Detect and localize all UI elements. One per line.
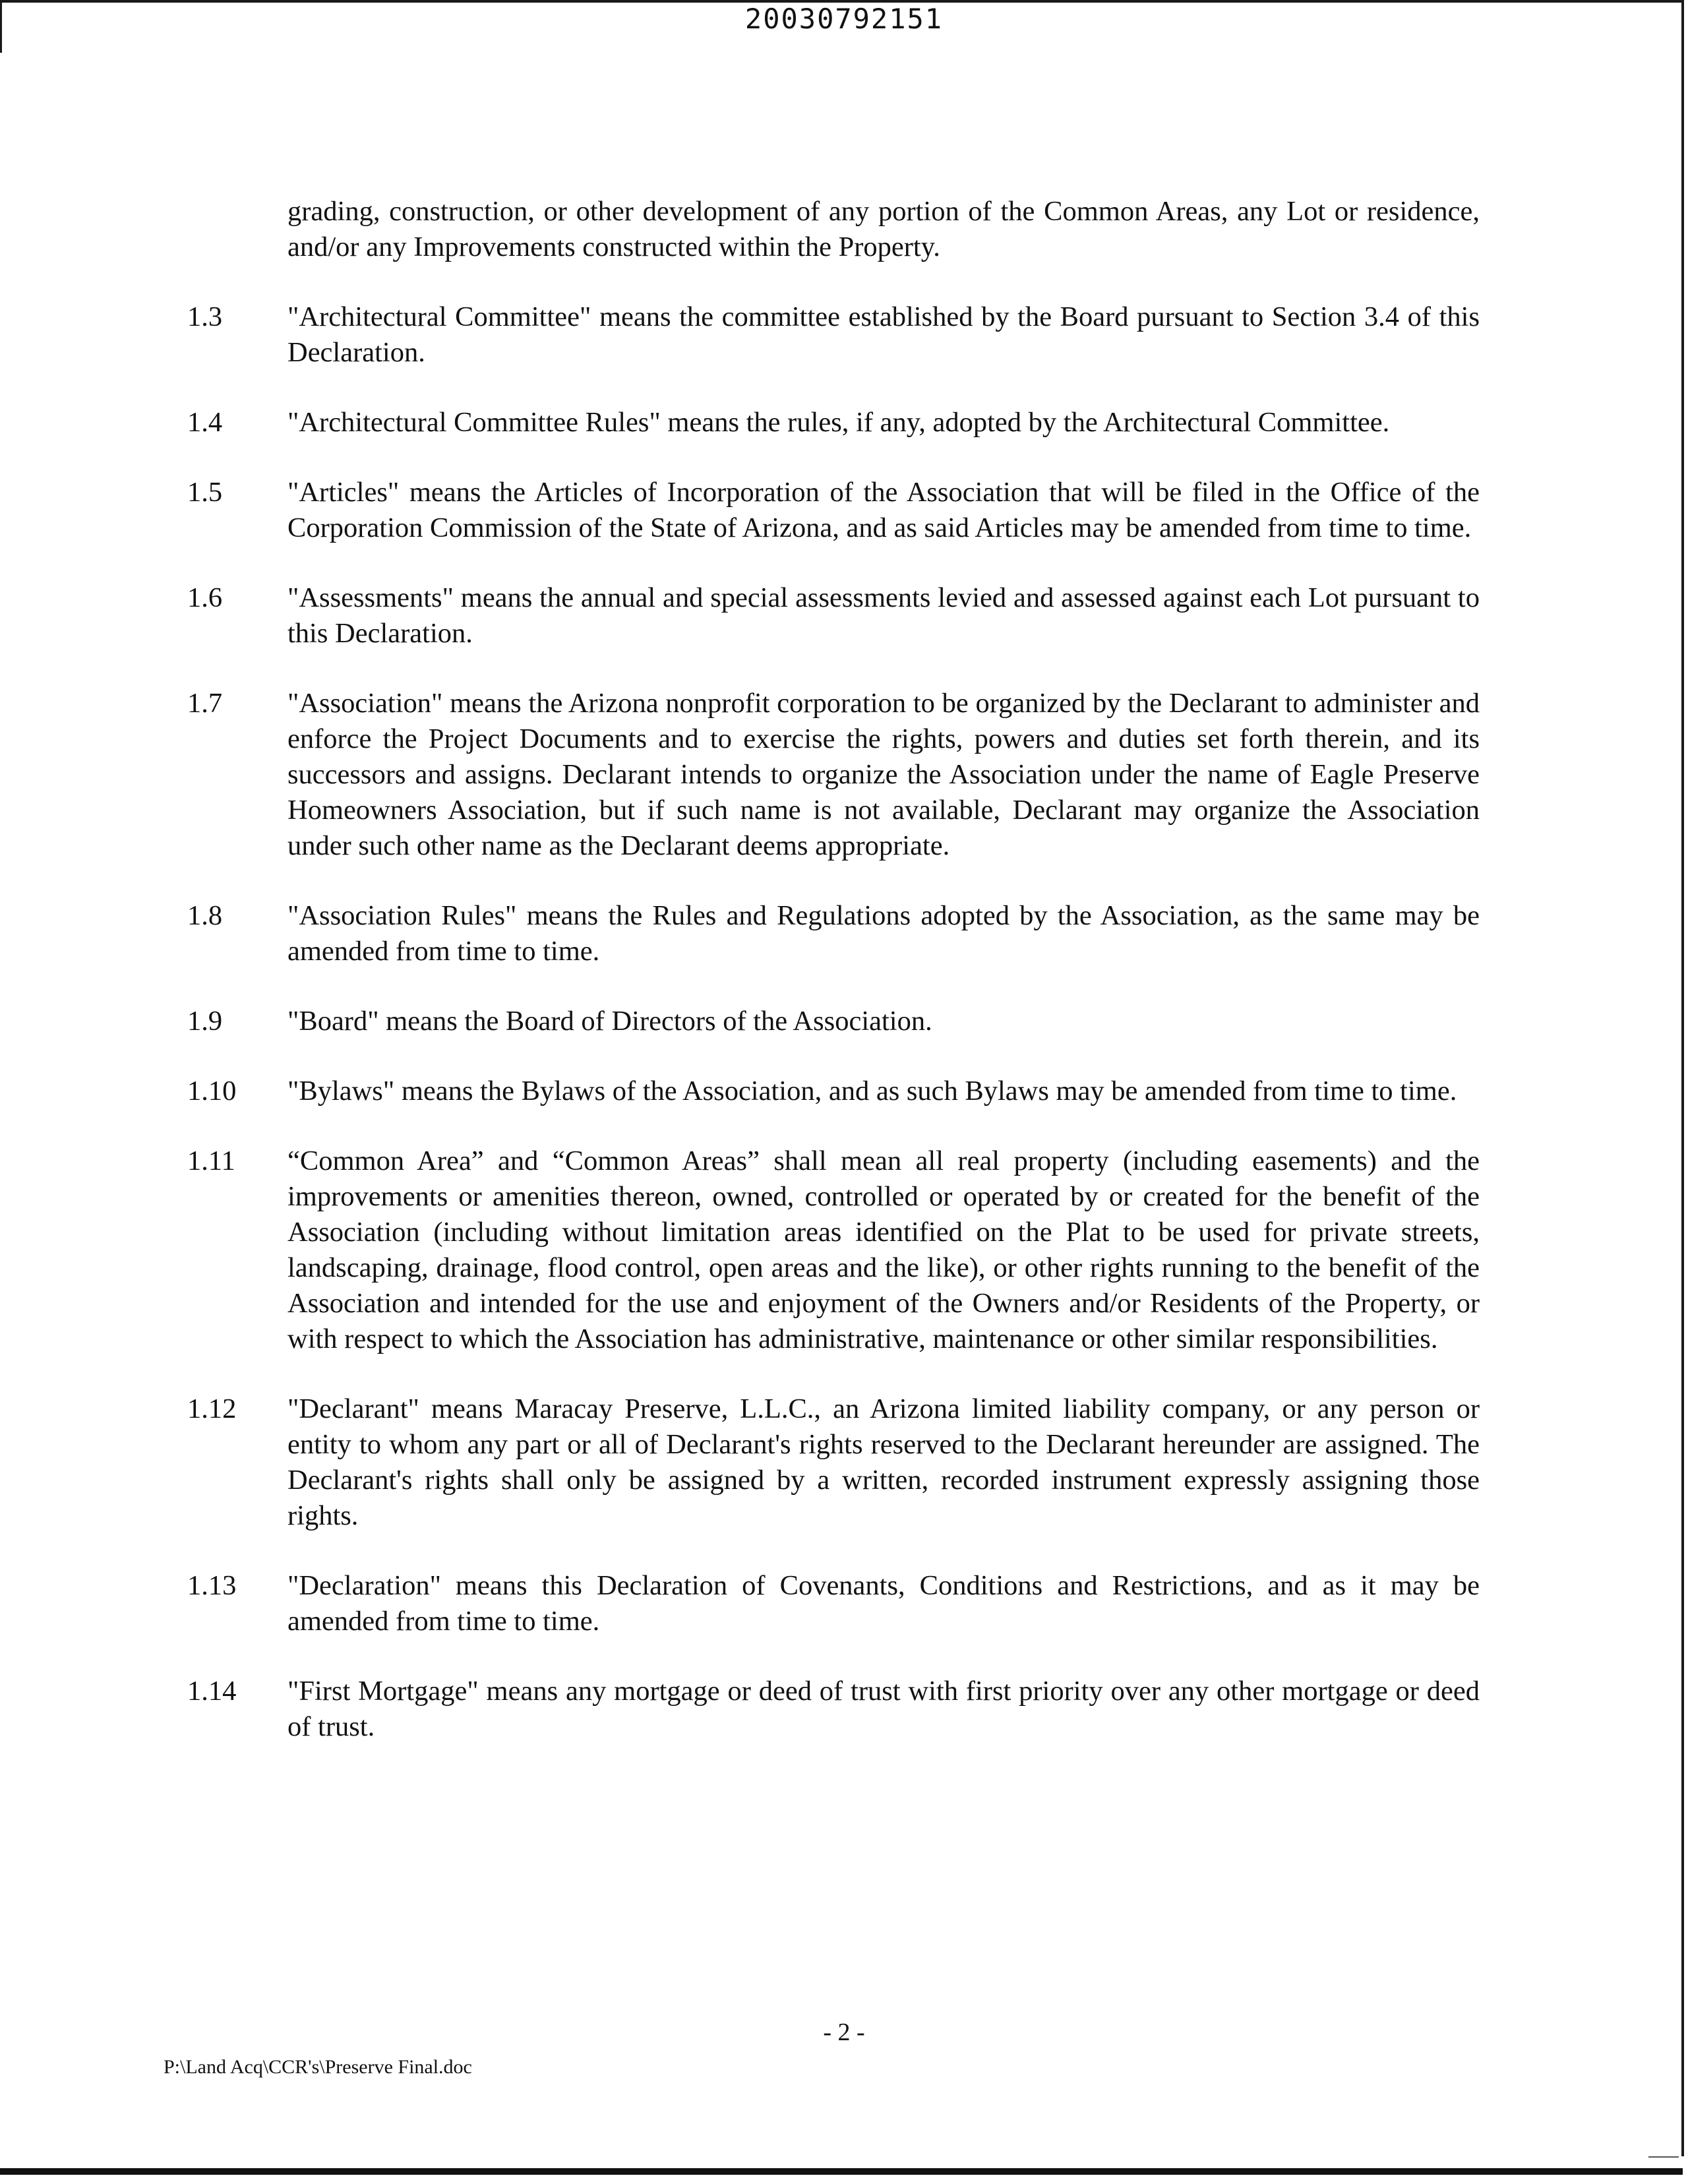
section-1-14 — [187, 1674, 1480, 1745]
section-text: "Architectural Committee Rules" means the rules, if any, adopted by the Architectural Committee. — [287, 407, 1390, 438]
section-number: 1.3 — [187, 301, 223, 332]
section-text: "Declarant" means Maracay Preserve, L.L.C., an Arizona limited liability company, or any person or entity to whom any part or all of Declarant's rights reserved to the Declarant hereunder are assigned. The Declarant's rights shall only be assigned by a written, recorded instrument expressly assigning those rights. — [287, 1393, 1480, 1531]
section-text: "Association" means the Arizona nonprofit corporation to be organized by the Declarant to administer and enforce the Project Documents and to exercise the rights, powers and duties set forth therein, and its successors and assigns. Declarant intends to organize the Association under the name of Eagle Preserve Homeowners Association, but if such name is not available, Declarant may organize the Association under such other name as the Declarant deems appropriate. — [287, 688, 1480, 861]
section-1-12 — [187, 1391, 1480, 1534]
section-number: 1.5 — [187, 477, 223, 508]
section-number: 1.12 — [187, 1393, 237, 1424]
section-1-8 — [187, 898, 1480, 969]
section-number: 1.8 — [187, 900, 223, 931]
section-1-3 — [187, 299, 1480, 371]
section-1-13 — [187, 1568, 1480, 1639]
section-text: "Association Rules" means the Rules and Regulations adopted by the Association, as the same may be amended from time to time. — [287, 900, 1480, 967]
section-number: 1.9 — [187, 1006, 223, 1037]
section-text: "Assessments" means the annual and special assessments levied and assessed against each Lot pursuant to this Declaration. — [287, 582, 1480, 649]
file-path: P:\Land Acq\CCR's\Preserve Final.doc — [164, 2056, 472, 2078]
recording-number-text: 20030792151 — [733, 3, 955, 35]
section-text: "Board" means the Board of Directors of the Association. — [287, 1006, 932, 1037]
section-1-6 — [187, 580, 1480, 652]
section-number: 1.13 — [187, 1570, 237, 1601]
section-1-11 — [187, 1143, 1480, 1357]
section-number: 1.11 — [187, 1145, 235, 1176]
section-text: "Articles" means the Articles of Incorporation of the Association that will be filed in the Office of the Corporation Commission of the State of Arizona, and as said Articles may be amended from time to time. — [287, 477, 1480, 543]
section-text: "First Mortgage" means any mortgage or deed of trust with first priority over any other mortgage or deed of trust. — [287, 1676, 1480, 1742]
section-text: “Common Area” and “Common Areas” shall mean all real property (including easements) and the improvements or amenities thereon, owned, controlled or operated by or created for the benefit of the Association (including without limitation areas identified on the Plat to be used for private streets, landscaping, drainage, flood control, open areas and the like), or other rights running to the benefit of the Association and intended for the use and enjoyment of the Owners and/or Residents of the Property, or with respect to which the Association has administrative, maintenance or other similar responsibilities. — [287, 1145, 1480, 1354]
continuation-paragraph: grading, construction, or other development of any portion of the Common Areas, any Lot or residence, and/or any Improvements constructed within the Property. — [287, 196, 1480, 262]
section-text: "Architectural Committee" means the committee established by the Board pursuant to Section 3.4 of this Declaration. — [287, 301, 1480, 368]
section-1-5 — [187, 475, 1480, 546]
page-number: - 2 - — [823, 2018, 865, 2046]
section-1-10 — [187, 1074, 1480, 1109]
scan-artifact-mark — [1648, 2156, 1679, 2158]
section-number: 1.10 — [187, 1076, 237, 1107]
section-1-9 — [187, 1004, 1480, 1039]
section-number: 1.7 — [187, 688, 223, 719]
section-number: 1.6 — [187, 582, 223, 613]
section-text: "Bylaws" means the Bylaws of the Association, and as such Bylaws may be amended from time to time. — [287, 1076, 1457, 1107]
section-number: 1.4 — [187, 407, 223, 438]
document-body — [187, 194, 1480, 1779]
scan-border-bottom — [0, 2168, 1683, 2175]
scan-border-right — [1681, 0, 1684, 2156]
section-1-7 — [187, 686, 1480, 864]
section-number: 1.14 — [187, 1676, 237, 1707]
recording-number — [0, 3, 1688, 35]
section-text: "Declaration" means this Declaration of Covenants, Conditions and Restrictions, and as it may be amended from time to time. — [287, 1570, 1480, 1637]
section-1-4 — [187, 405, 1480, 440]
